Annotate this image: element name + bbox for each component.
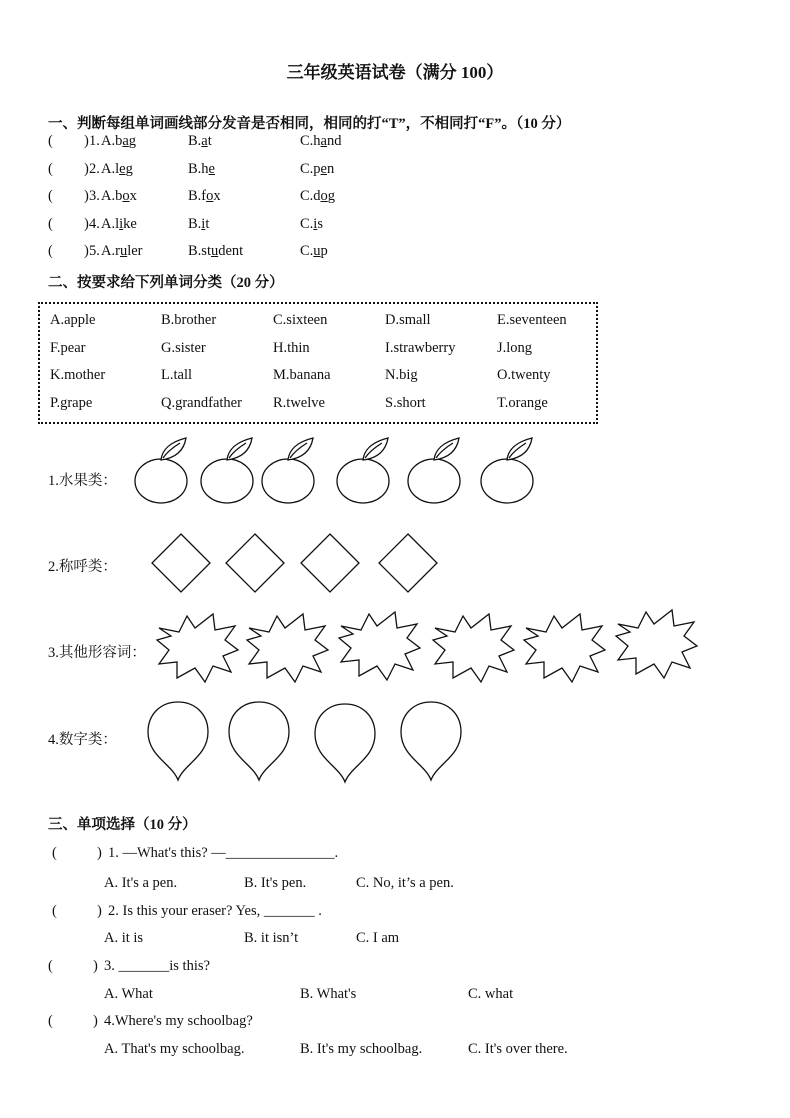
starburst-slot-1[interactable] (157, 612, 239, 684)
word: R.twelve (273, 395, 325, 411)
section1-heading: 一、判断每组单词画线部分发音是否相同，相同的打“T”，不相同打“F”。（10 分） (48, 116, 571, 132)
word: L.tall (161, 367, 193, 383)
word: J.long (497, 340, 533, 356)
answer-paren-open: ( (48, 188, 53, 204)
teardrop-slot-2[interactable] (227, 700, 291, 782)
word: N.big (385, 367, 418, 383)
word: F.pear (50, 340, 86, 356)
question-number: 3. (89, 188, 100, 204)
answer-paren-close: ) (84, 188, 89, 204)
teardrop-slot-1[interactable] (146, 700, 210, 782)
word: I.strawberry (385, 340, 456, 356)
question-number: 4. (89, 216, 100, 232)
word: G.sister (161, 340, 206, 356)
option-b: B. What's (300, 986, 357, 1002)
option-c: C. It's over there. (468, 1041, 568, 1057)
apple-slot-6[interactable] (480, 436, 536, 504)
answer-paren-close: ) (84, 161, 89, 177)
starburst-slot-6[interactable] (616, 608, 698, 680)
option-b: B.he (188, 161, 215, 177)
word: C.sixteen (273, 312, 328, 328)
answer-paren-close: ) (93, 958, 98, 974)
option-a: A. it is (104, 930, 144, 946)
question-text: 2. Is this your eraser? Yes, _______ . (108, 903, 322, 919)
option-c: C.dog (300, 188, 336, 204)
answer-paren-open: ( (52, 903, 57, 919)
diamond-slot-4[interactable] (378, 533, 438, 593)
starburst-slot-4[interactable] (433, 612, 515, 684)
answer-paren-close: ) (93, 1013, 98, 1029)
apple-slot-2[interactable] (200, 436, 256, 504)
page-title: 三年级英语试卷（满分 100） (286, 63, 504, 82)
option-c: C. No, it’s a pen. (356, 875, 454, 891)
option-c: C.is (300, 216, 323, 232)
apple-slot-5[interactable] (407, 436, 463, 504)
section3-heading: 三、单项选择（10 分） (48, 817, 197, 833)
question-text: 4.Where's my schoolbag? (104, 1013, 253, 1029)
question-number: 5. (89, 243, 100, 259)
answer-paren-open: ( (48, 216, 53, 232)
option-c: C. I am (356, 930, 400, 946)
option-a: A.bag (101, 133, 137, 149)
diamond-slot-2[interactable] (225, 533, 285, 593)
option-a: A.box (101, 188, 137, 204)
section2-heading: 二、按要求给下列单词分类（20 分） (48, 275, 284, 291)
option-b: B. it isn’t (244, 930, 299, 946)
option-a: A. What (104, 986, 153, 1002)
word: S.short (385, 395, 426, 411)
word: M.banana (273, 367, 331, 383)
word: O.twenty (497, 367, 551, 383)
question-text: 1. —What's this? —_______________. (108, 845, 339, 861)
starburst-slot-5[interactable] (524, 612, 606, 684)
option-a: A. It's a pen. (104, 875, 178, 891)
answer-paren-open: ( (52, 845, 57, 861)
category-adjective-label: 3.其他形容词： (48, 645, 146, 661)
word: K.mother (50, 367, 106, 383)
question-number: 1. (89, 133, 100, 149)
option-c: C.pen (300, 161, 335, 177)
diamond-slot-3[interactable] (300, 533, 360, 593)
option-c: C.up (300, 243, 328, 259)
apple-slot-3[interactable] (261, 436, 317, 504)
category-number-label: 4.数字类： (48, 732, 117, 748)
word: Q.grandfather (161, 395, 242, 411)
option-b: B.fox (188, 188, 221, 204)
teardrop-slot-3[interactable] (313, 702, 377, 784)
apple-slot-4[interactable] (336, 436, 392, 504)
word: B.brother (161, 312, 217, 328)
answer-paren-close: ) (84, 243, 89, 259)
word: E.seventeen (497, 312, 567, 328)
answer-paren-open: ( (48, 1013, 53, 1029)
question-number: 2. (89, 161, 100, 177)
option-a: A.leg (101, 161, 133, 177)
apple-slot-1[interactable] (134, 436, 190, 504)
option-c: C. what (468, 986, 514, 1002)
option-a: A. That's my schoolbag. (104, 1041, 245, 1057)
category-fruit-label: 1.水果类： (48, 473, 117, 489)
word: P.grape (50, 395, 93, 411)
answer-paren-open: ( (48, 161, 53, 177)
category-family-label: 2.称呼类： (48, 559, 117, 575)
word: H.thin (273, 340, 310, 356)
diamond-slot-1[interactable] (151, 533, 211, 593)
word: D.small (385, 312, 431, 328)
answer-paren-close: ) (97, 845, 102, 861)
answer-paren-close: ) (97, 903, 102, 919)
question-text: 3. _______is this? (104, 958, 210, 974)
option-b: B.at (188, 133, 212, 149)
option-a: A.like (101, 216, 137, 232)
option-b: B.it (188, 216, 210, 232)
option-a: A.ruler (101, 243, 143, 259)
option-b: B. It's pen. (244, 875, 307, 891)
option-b: B.student (188, 243, 244, 259)
option-b: B. It's my schoolbag. (300, 1041, 423, 1057)
answer-paren-open: ( (48, 133, 53, 149)
answer-paren-close: ) (84, 133, 89, 149)
teardrop-slot-4[interactable] (399, 700, 463, 782)
answer-paren-open: ( (48, 958, 53, 974)
answer-paren-open: ( (48, 243, 53, 259)
answer-paren-close: ) (84, 216, 89, 232)
word: T.orange (497, 395, 548, 411)
starburst-slot-3[interactable] (339, 610, 421, 682)
option-c: C.hand (300, 133, 342, 149)
word: A.apple (50, 312, 96, 328)
starburst-slot-2[interactable] (247, 612, 329, 684)
